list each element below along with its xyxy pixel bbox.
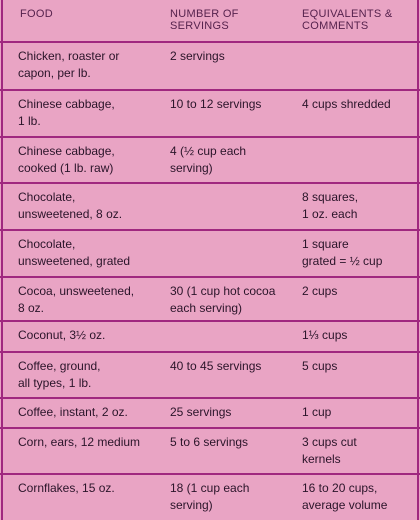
table-row (0, 321, 420, 351)
food-cell: Coffee, ground, all types, 1 lb. (18, 359, 101, 390)
table-row (0, 42, 420, 89)
food-cell: Chinese cabbage, 1 lb. (18, 97, 115, 128)
equivalents-cell: 8 squares, 1 oz. each (302, 190, 359, 221)
servings-cell: 10 to 12 servings (170, 97, 262, 111)
table-row (0, 474, 420, 520)
servings-cell: 5 to 6 servings (170, 435, 249, 449)
food-cell: Corn, ears, 12 medium (18, 435, 141, 449)
servings-cell: 2 servings (170, 49, 225, 63)
servings-cell: 4 (½ cup each serving) (170, 144, 247, 175)
table-row (0, 137, 420, 182)
equivalents-cell: 4 cups shredded (302, 97, 391, 111)
table-row (0, 183, 420, 229)
table-row (0, 277, 420, 320)
table-row (0, 90, 420, 136)
table-row (0, 352, 420, 397)
table-row (0, 428, 420, 473)
food-cell: Cocoa, unsweetened, 8 oz. (18, 284, 135, 315)
food-cell: Coffee, instant, 2 oz. (18, 405, 128, 419)
header-equivalents: EQUIVALENTS & COMMENTS (302, 8, 393, 32)
food-cell: Coconut, 3½ oz. (18, 328, 106, 342)
servings-cell: 18 (1 cup each serving) (170, 481, 250, 512)
food-cell: Cornflakes, 15 oz. (18, 481, 115, 495)
header-servings: NUMBER OF SERVINGS (170, 8, 239, 32)
table-row (0, 398, 420, 427)
table-header (0, 0, 420, 44)
servings-cell: 40 to 45 servings (170, 359, 262, 373)
equivalents-cell: 1 square grated = ½ cup (302, 237, 383, 268)
food-cell: Chocolate, unsweetened, grated (18, 237, 131, 268)
servings-cell: 30 (1 cup hot cocoa each serving) (170, 284, 276, 315)
equivalents-cell: 16 to 20 cups, average volume (302, 481, 388, 512)
equivalents-cell: 1⅓ cups (302, 328, 348, 342)
equivalents-cell: 3 cups cut kernels (302, 435, 357, 466)
header-food: FOOD (20, 8, 53, 20)
food-cell: Chinese cabbage, cooked (1 lb. raw) (18, 144, 115, 175)
food-cell: Chocolate, unsweetened, 8 oz. (18, 190, 123, 221)
food-cell: Chicken, roaster or capon, per lb. (18, 49, 120, 80)
table-row (0, 230, 420, 276)
servings-cell: 25 servings (170, 405, 232, 419)
equivalents-cell: 1 cup (302, 405, 332, 419)
equivalents-cell: 5 cups (302, 359, 338, 373)
equivalents-cell: 2 cups (302, 284, 338, 298)
